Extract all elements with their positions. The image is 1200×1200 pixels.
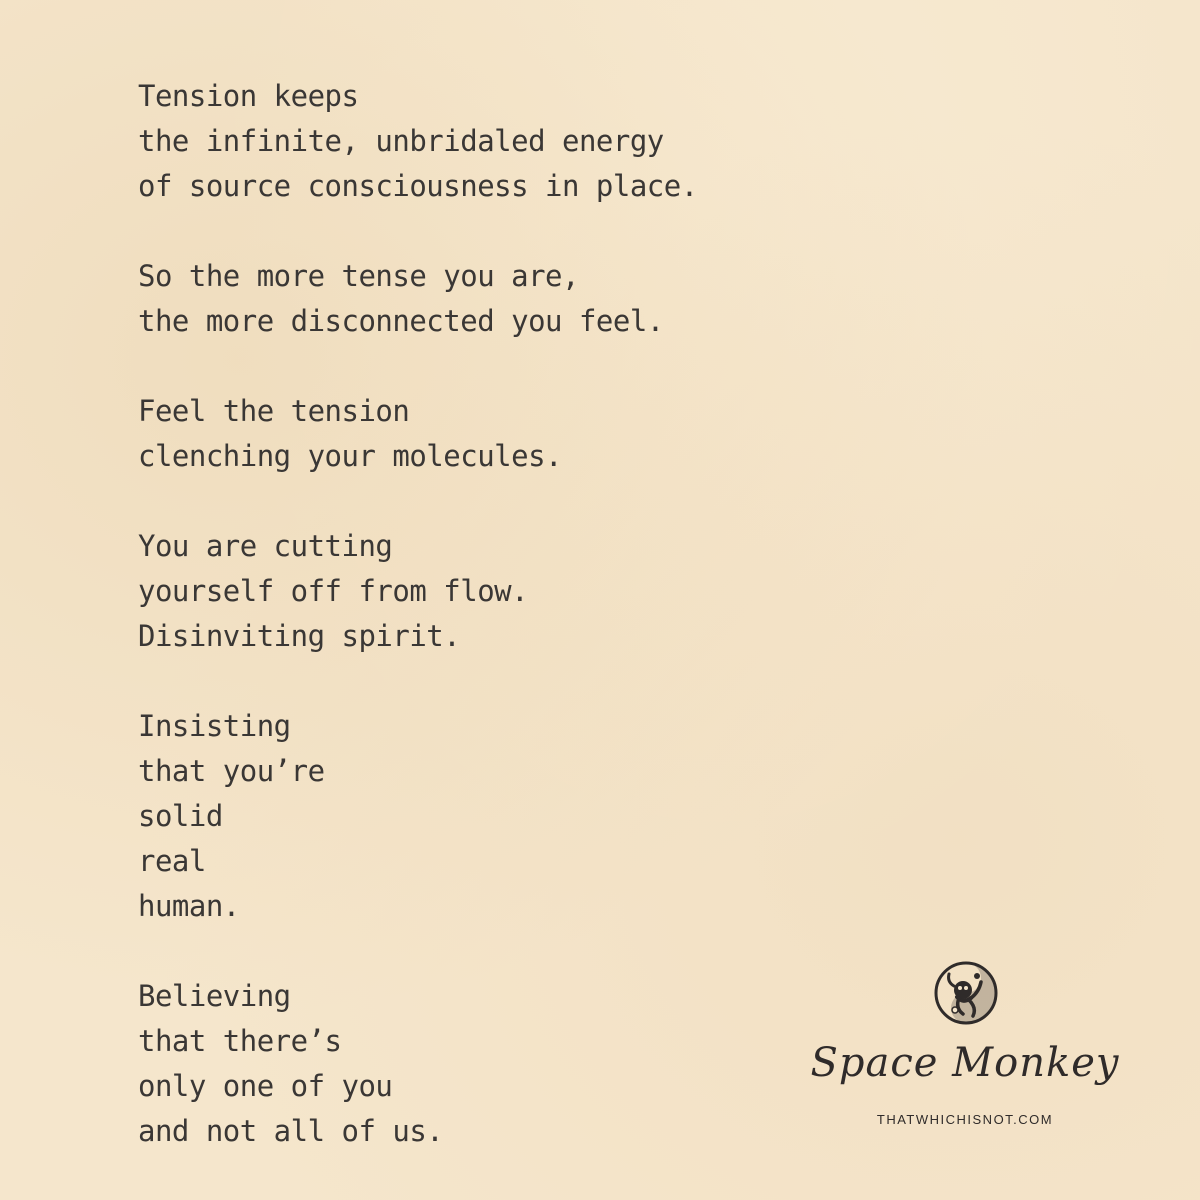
poem-line: yourself off from flow. — [138, 574, 529, 608]
poem-line: solid — [138, 799, 223, 833]
poem-line: real — [138, 844, 206, 878]
stanza — [138, 704, 698, 929]
poem-line: clenching your molecules. — [138, 439, 562, 473]
poem-line: of source consciousness in place. — [138, 169, 698, 203]
poem-line: human. — [138, 889, 240, 923]
monkey-yin-yang-icon — [933, 960, 999, 1026]
space-monkey-logo — [810, 960, 1120, 1140]
poem-line: the more disconnected you feel. — [138, 304, 664, 338]
stanza — [138, 74, 698, 209]
stanza — [138, 389, 698, 479]
poem-line: and not all of us. — [138, 1114, 444, 1148]
poem-line: You are cutting — [138, 529, 393, 563]
stanza — [138, 524, 698, 659]
poem-line: Feel the tension — [138, 394, 410, 428]
brand-url: THATWHICHISNOT.COM — [876, 1112, 1054, 1127]
poem-line: So the more tense you are, — [138, 259, 579, 293]
poem-line: only one of you — [138, 1069, 393, 1103]
poem-line: Believing — [138, 979, 291, 1013]
poem-line: Insisting — [138, 709, 291, 743]
poem-line: that you’re — [138, 754, 325, 788]
poem-line: Tension keeps — [138, 79, 359, 113]
brand-name: Space Monkey — [810, 1040, 1120, 1086]
poem-line: the infinite, unbridaled energy — [138, 124, 664, 158]
poem-line: Disinviting spirit. — [138, 619, 461, 653]
poem — [138, 74, 698, 1154]
stanza — [138, 974, 698, 1154]
stanza — [138, 254, 698, 344]
poem-line: that there’s — [138, 1024, 342, 1058]
